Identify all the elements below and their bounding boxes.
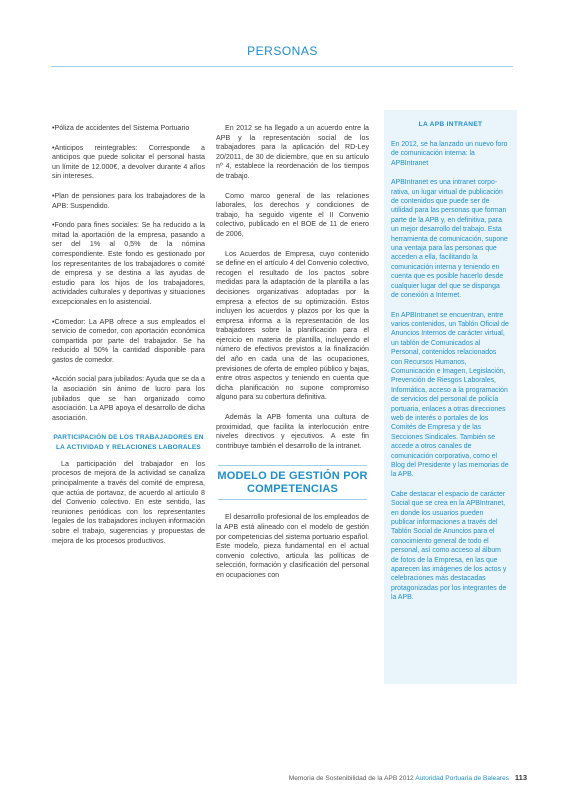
- header-divider: [51, 66, 513, 67]
- paragraph-pension-plan: •Plan de pensiones para los trabajadores de la APB: Suspendido.: [52, 191, 205, 210]
- sidebar-paragraph-contents: En APBIntranet se encuentran, entre varios contenidos, un Tablón Oficial de Anuncios Internos de carácter virtual, un tablón de Comunicados al Personal, contenidos relacionados con Recursos Humanos, Comunicación e Imagen, Legislación, Prevención de Riesgos Laborales, Informática, acceso a la programación de servicios del personal de policía portuaria, enlaces a otras direcciones web de interés o portales de los Comités de Empresa y de las Secciones Sindicales. También se accede a otros canales de comunicación corporativa, como el Blog del Presidente y las memorias de la APB.: [391, 311, 509, 479]
- paragraph-agreement-2012: En 2012 se ha llegado a un acuerdo entre la APB y la representación social de los trabajadores para la aplicación del RD-Ley 20/2011, de 30 de diciembre, que en su artículo nº 4, establece la reordenación de los tiempos de trabajo.: [216, 124, 369, 180]
- paragraph-participation: La participación del trabajador en los procesos de mejora de la actividad se canaliza principalmente a través del comité de empresa, que actúa de portavoz, de acuerdo al artículo 8 del Convenio colectivo. En este sentido, las reuniones periódicas con los representantes legales de los trabajadores incluyen información sobre el trabajo, sugerencias y propuestas de mejora de los procesos productivos.: [52, 459, 205, 545]
- sidebar-heading: LA APB INTRANET: [418, 121, 483, 128]
- subheading-worker-participation: PARTICIPACIÓN DE LOS TRABAJADORES EN LA ACTIVIDAD Y RELACIONES LABORALES: [53, 434, 204, 451]
- page-footer: [0, 773, 527, 782]
- paragraph-proximity-culture: Además la APB fomenta una cultura de proximidad, que facilita la interlocución entre niveles directivos y ejecutivos. A este fin contribuye también el desarrollo de la intranet.: [216, 413, 369, 450]
- page-section-title: PERSONAS: [247, 44, 318, 58]
- paragraph-advances: •Anticipos reintegrables: Corresponde a anticipos que puede solicitar el personal hasta un límite de 12.000€, a devolver durante 4 años sin intereses.: [52, 143, 205, 181]
- page-number: 113: [514, 773, 527, 782]
- column-left: [52, 124, 205, 556]
- intranet-sidebar: [384, 110, 517, 684]
- sidebar-paragraph-launch: En 2012, se ha lanzado un nuevo foro de comunicación interna: la APBIntranet: [391, 141, 508, 167]
- paragraph-company-agreements: Los Acuerdos de Empresa, cuyo contenido se define en el artículo 4 del Convenio colectivo, recogen el resultado de los pactos sobre medidas para la adaptación de la plantilla a las decisiones organizativas adoptadas por la empresa a efectos de su optimización. Estos incluyen los acuerdos y plazos por los que la empresa informa a la representación de los trabajadores sobre la planificación para el ejercicio en materia de plantilla, incluyendo el número de efectivos previstos a la finalización del año en cada una de las ocupaciones, previsiones de oferta de empleo público y bajas, entre otros aspectos y teniendo en cuenta que dicha planificación no supone compromiso alguno para su cobertura definitiva.: [216, 249, 369, 402]
- paragraph-retirees: •Acción social para jubilados: Ayuda que se da a la asociación sin ánimo de lucro para los jubilados que se han organizado como asociación. La APB apoya el desarrollo de dicha asociación.: [52, 375, 205, 422]
- paragraph-accident-insurance: •Póliza de accidentes del Sistema Portuario: [52, 124, 190, 132]
- paragraph-collective-agreement: Como marco general de las relaciones laborales, los derechos y condiciones de trabajo, ha seguido vigente el II Convenio colectivo, publicado en el BOE de 11 de enero de 2006,: [216, 191, 369, 238]
- section-divider-bottom: [218, 499, 367, 500]
- paragraph-canteen: •Comedor: La APB ofrece a sus empleados el servicio de comedor, con aportación económica compartida por parte del trabajador. Se ha reducido al 50% la cantidad disponible para gastos de comedor.: [52, 317, 205, 364]
- footer-report-title: Memoria de Sostenibilidad de la APB 2012: [288, 775, 414, 782]
- sidebar-paragraph-definition: APBIntranet es una intranet corporativa, un lugar virtual de publicación de contenidos que puede ser de utilidad para las personas que forman parte de la APB y, en definitiva, para un mejor desarrollo del trabajo. Esta herramienta de comunicación, supone una ventaja para las personas que acceden a ella, facilitando la comunicación interna y teniendo en cuenta que es posible hacerlo desde cualquier lugar del que se disponga de conexión a Internet.: [391, 179, 508, 300]
- footer-organization: Autoridad Portuaria de Baleares: [415, 775, 510, 782]
- section-heading-competencies: MODELO DE GESTIÓN POR COMPETENCIAS: [217, 470, 368, 495]
- paragraph-professional-development: El desarrollo profesional de los empleados de la APB está alineado con el modelo de gestión por competencias del sistema portuario español. Este modelo, pieza fundamental en el actual convenio colectivo, articula las políticas de selección, formación y clasificación del personal en ocupaciones con: [216, 513, 369, 579]
- section-divider-top: [218, 465, 367, 466]
- sidebar-paragraph-social-space: Cabe destacar el espacio de carácter Social que se crea en la APBIntranet, en donde los usuarios pueden publicar informaciones a través del Tablón Social de Anuncios para el conocimiento general de todo el personal, así como acceso al álbum de fotos de la Empresa, en las que aparecen las imágenes de los actos y celebraciones más destacadas protagonizadas por los integrantes de la APB.: [391, 490, 507, 602]
- paragraph-social-fund: •Fondo para fines sociales: Se ha reducido a la mitad la aportación de la empresa, pasando a ser del 1% al 0,5% de la nómina correspondiente. Este fondo es gestionado por los representantes de los trabajadores o comité de empresa y se destina a las ayudas de estudio para los hijos de los trabajadores, actividades culturales y deportivas y situaciones excepcionales en lo asistencial.: [52, 221, 205, 306]
- column-middle: [216, 124, 369, 591]
